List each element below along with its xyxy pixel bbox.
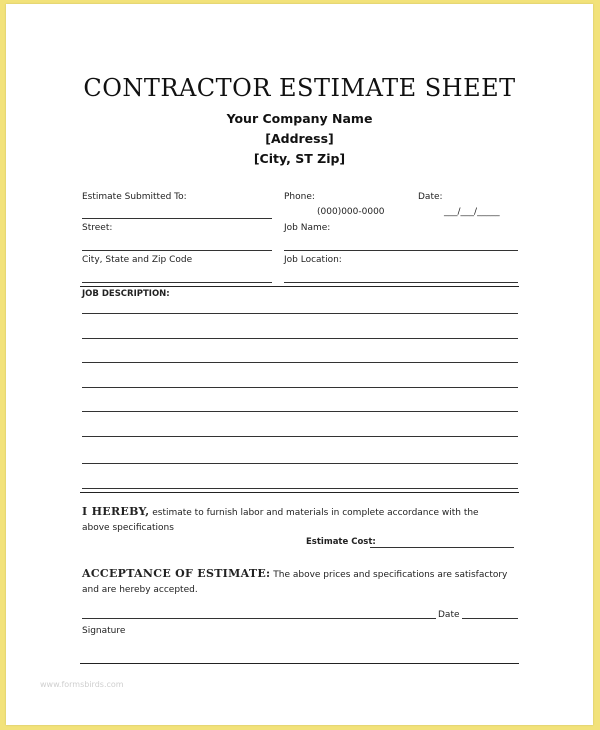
page-title: CONTRACTOR ESTIMATE SHEET <box>83 74 516 102</box>
job-name-label: Job Name: <box>284 223 331 233</box>
acceptance-lead: ACCEPTANCE OF ESTIMATE: <box>82 567 271 580</box>
estimate-sheet <box>6 4 593 725</box>
city-state-zip-field[interactable] <box>82 282 272 283</box>
watermark-text: www.formsbirds.com <box>40 680 124 689</box>
company-city: [City, ST Zip] <box>253 151 346 166</box>
section-divider <box>80 286 519 287</box>
company-address: [Address] <box>265 131 334 146</box>
hereby-lead: I HEREBY, <box>82 505 150 518</box>
hereby-text: estimate to furnish labor and materials in complete accordance with the above specifications <box>82 508 479 533</box>
job-description-line[interactable] <box>82 338 518 339</box>
job-description-line[interactable] <box>82 463 518 464</box>
street-label: Street: <box>82 223 113 233</box>
job-description-line[interactable] <box>82 387 518 388</box>
estimate-cost-label: Estimate Cost: <box>306 537 376 547</box>
job-description-line[interactable] <box>82 488 518 489</box>
bottom-divider <box>80 663 519 664</box>
acceptance-text: The above prices and specifications are satisfactory and are hereby accepted. <box>82 570 508 595</box>
submitted-to-label: Estimate Submitted To: <box>82 192 187 202</box>
submitted-to-field[interactable] <box>82 218 272 219</box>
city-state-zip-label: City, State and Zip Code <box>82 255 193 265</box>
company-name: Your Company Name <box>226 111 373 126</box>
phone-label: Phone: <box>284 192 315 202</box>
job-description-line[interactable] <box>82 362 518 363</box>
job-name-field[interactable] <box>284 250 518 251</box>
acceptance-paragraph <box>82 566 522 598</box>
phone-value: (000)000-0000 <box>317 207 385 217</box>
job-location-field[interactable] <box>284 282 518 283</box>
date-sign-label: Date <box>438 610 460 620</box>
date-value[interactable]: ___/___/_____ <box>444 207 500 217</box>
section-divider <box>80 492 519 493</box>
hereby-paragraph <box>82 504 502 536</box>
job-description-line[interactable] <box>82 411 518 412</box>
street-field[interactable] <box>82 250 272 251</box>
job-description-line[interactable] <box>82 436 518 437</box>
signature-label: Signature <box>82 626 126 636</box>
job-description-line[interactable] <box>82 313 518 314</box>
date-label: Date: <box>418 192 443 202</box>
job-location-label: Job Location: <box>284 255 342 265</box>
job-description-label: JOB DESCRIPTION: <box>82 289 170 299</box>
estimate-cost-field[interactable] <box>370 547 514 548</box>
